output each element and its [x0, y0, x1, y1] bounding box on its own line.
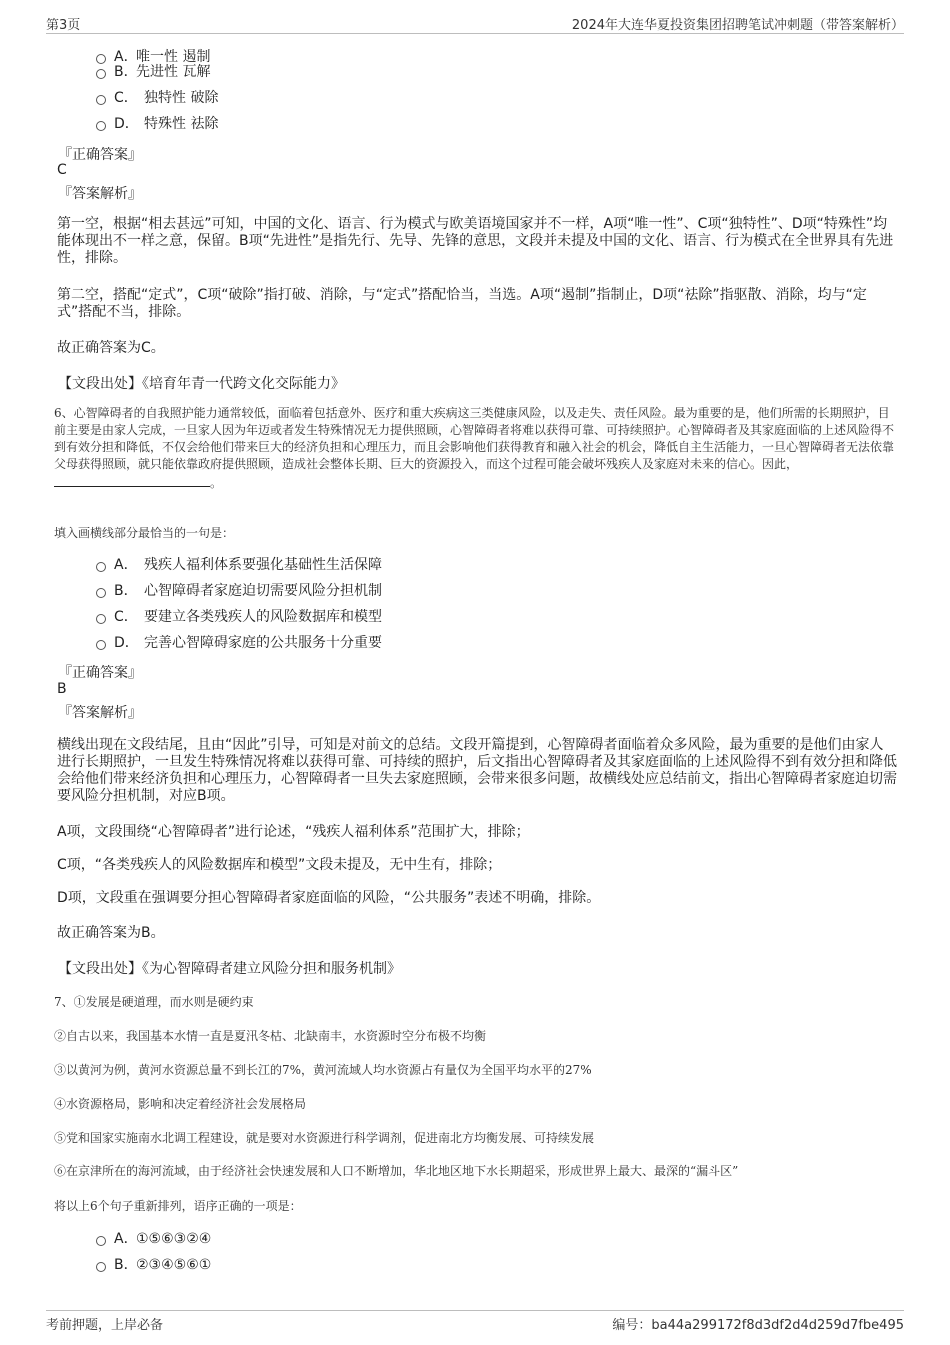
- correct-answer: B: [57, 681, 67, 697]
- analysis-paragraph: 故正确答案为C。: [57, 340, 165, 356]
- footer-divider: [46, 1310, 904, 1311]
- correct-answer-label: 『正确答案』: [58, 147, 142, 163]
- sentence-item: ②自古以来，我国基本水情一直是夏汛冬枯、北缺南丰，水资源时空分布极不均衡: [54, 1029, 487, 1043]
- radio-icon[interactable]: [96, 1236, 106, 1246]
- passage-source: 【文段出处】《培育年青一代跨文化交际能力》: [58, 376, 345, 392]
- radio-icon[interactable]: [96, 562, 106, 572]
- sentence-item: ⑥在京津所在的海河流域，由于经济社会快速发展和人口不断增加，华北地区地下水长期超采，形成世界上最大、最深的“漏斗区”: [54, 1164, 739, 1178]
- document-title: 2024年大连华夏投资集团招聘笔试冲刺题（带答案解析）: [571, 18, 904, 33]
- page-number: 第3页: [46, 18, 81, 33]
- document-code: 编号：ba44a299172f8d3df2d4d259d7fbe495: [612, 1318, 904, 1333]
- question-prompt: 填入画横线部分最恰当的一句是：: [54, 526, 235, 540]
- radio-icon[interactable]: [96, 121, 106, 131]
- correct-answer-label: 『正确答案』: [58, 665, 142, 681]
- sentence-item: 7、①发展是硬道理，而水则是硬约束: [54, 995, 254, 1009]
- radio-icon[interactable]: [96, 1262, 106, 1272]
- sentence-item: ④水资源格局，影响和决定着经济社会发展格局: [54, 1097, 307, 1111]
- radio-icon[interactable]: [96, 95, 106, 105]
- option-a[interactable]: A．①⑤⑥③②④: [96, 1229, 211, 1249]
- correct-answer: C: [57, 162, 67, 178]
- option-b[interactable]: B．先进性 瓦解: [96, 62, 210, 82]
- header-divider: [46, 33, 904, 34]
- option-c[interactable]: C． 独特性 破除: [96, 88, 218, 108]
- analysis-label: 『答案解析』: [58, 705, 142, 721]
- option-a[interactable]: A． 残疾人福利体系要强化基础性生活保障: [96, 555, 382, 575]
- analysis-paragraph: 横线出现在文段结尾，且由“因此”引导，可知是对前文的总结。文段开篇提到，心智障碍者面临着众多风险，最为重要的是他们由家人进行长期照护，一旦发生特殊情况将难以获得可靠、可持续的照护，后文指出心智障碍者及其家庭面临的上述风险得不到有效分担和降低会给他们带来经济负担和心理压力，心智障碍者一旦失去家庭照顾，会带来很多问题，故横线处应总结前文，指出心智障碍者家庭迫切需要风险分担机制，对应B项。: [57, 737, 897, 804]
- answer-blank: [54, 473, 210, 487]
- option-a[interactable]: A．唯一性 遏制: [96, 47, 210, 67]
- question-stem: 6、心智障碍者的自我照护能力通常较低，面临着包括意外、医疗和重大疾病这三类健康风险，以及走失、责任风险。最为重要的是，他们所需的长期照护，目前主要是由家人完成，一旦家人因为年迈或者发生特殊情况无力提供照顾，心智障碍者将难以获得可靠、可持续照护。心智障碍者及其家庭面临的上述风险得不到有效分担和降低，不仅会给他们带来巨大的经济负担和心理压力，而且会影响他们获得教育和融入社会的机会，降低自主生活能力，一旦心智障碍者无法依靠父母获得照顾，就只能依靠政府提供照顾，造成社会整体长期、巨大的资源投入，而这个过程可能会破坏残疾人及家庭对未来的信心。因此，。: [54, 406, 895, 490]
- analysis-paragraph: 第一空，根据“相去甚远”可知，中国的文化、语言、行为模式与欧美语境国家并不一样，A项“唯一性”、C项“独特性”、D项“特殊性”均能体现出不一样之意，保留。B项“先进性”是指先行、先导、先锋的意思，文段并未提及中国的文化、语言、行为模式在全世界具有先进性，排除。: [57, 216, 894, 266]
- question-prompt: 将以上6个句子重新排列，语序正确的一项是：: [54, 1199, 302, 1213]
- option-b[interactable]: B．②③④⑤⑥①: [96, 1255, 211, 1275]
- analysis-paragraph: D项，文段重在强调要分担心智障碍者家庭面临的风险，“公共服务”表述不明确，排除。: [57, 890, 601, 906]
- option-c[interactable]: C． 要建立各类残疾人的风险数据库和模型: [96, 607, 382, 627]
- radio-icon[interactable]: [96, 588, 106, 598]
- analysis-label: 『答案解析』: [58, 186, 142, 202]
- radio-icon[interactable]: [96, 640, 106, 650]
- radio-icon[interactable]: [96, 614, 106, 624]
- sentence-item: ⑤党和国家实施南水北调工程建设，就是要对水资源进行科学调剂，促进南北方均衡发展、可持续发展: [54, 1131, 595, 1145]
- footer-slogan: 考前押题，上岸必备: [46, 1318, 164, 1333]
- option-d[interactable]: D． 完善心智障碍家庭的公共服务十分重要: [96, 633, 382, 653]
- passage-source: 【文段出处】《为心智障碍者建立风险分担和服务机制》: [58, 961, 401, 977]
- analysis-paragraph: 第二空，搭配“定式”，C项“破除”指打破、消除，与“定式”搭配恰当，当选。A项“遏制”指制止，D项“祛除”指驱散、消除，均与“定式”搭配不当，排除。: [57, 287, 867, 320]
- radio-icon[interactable]: [96, 69, 106, 79]
- option-d[interactable]: D． 特殊性 祛除: [96, 114, 218, 134]
- sentence-item: ③以黄河为例，黄河水资源总量不到长江的7%，黄河流域人均水资源占有量仅为全国平均水平的27%: [54, 1063, 592, 1077]
- option-b[interactable]: B． 心智障碍者家庭迫切需要风险分担机制: [96, 581, 382, 601]
- analysis-paragraph: A项，文段围绕“心智障碍者”进行论述，“残疾人福利体系”范围扩大，排除；: [57, 824, 530, 840]
- analysis-paragraph: C项，“各类残疾人的风险数据库和模型”文段未提及，无中生有，排除；: [57, 857, 502, 873]
- analysis-paragraph: 故正确答案为B。: [57, 925, 165, 941]
